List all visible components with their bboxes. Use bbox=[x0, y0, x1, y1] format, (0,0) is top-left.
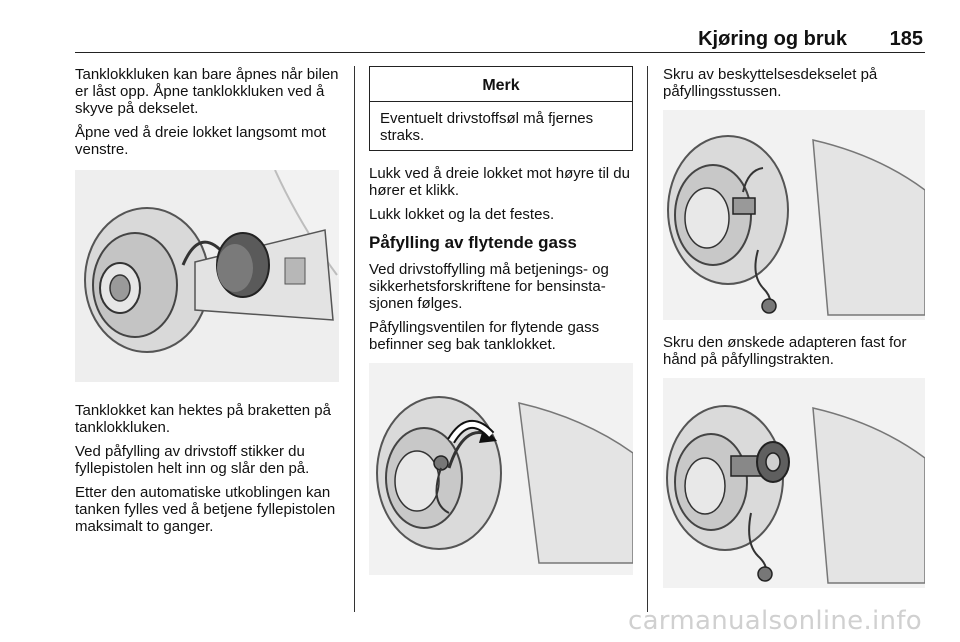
paragraph: Lukk lokket og la det festes. bbox=[369, 206, 555, 223]
section-heading: Påfylling av flytende gass bbox=[369, 233, 577, 252]
note-box bbox=[369, 66, 633, 151]
column-1 bbox=[75, 66, 341, 542]
lpg-valve-illustration bbox=[369, 363, 633, 575]
paragraph: Tanklokkluken kan bare åpnes når bilen er låst opp. Åpne tanklokkluken ved å skyve på dekselet. bbox=[75, 66, 339, 117]
paragraph: Skru den ønskede adapteren fast for hånd på påfyllingstrakten. bbox=[663, 334, 907, 368]
paragraph: Lukk ved å dreie lokket mot høyre til du hører et klikk. bbox=[369, 165, 630, 199]
paragraph: Påfyllingsventilen for flytende gass befinner seg bak tanklokket. bbox=[369, 319, 600, 353]
paragraph: Skru av beskyttelsesdekselet på påfyllingsstussen. bbox=[663, 66, 878, 100]
paragraph: Etter den automatiske utkoblingen kan tanken fylles ved å betjene fyllepistolen maksimalt to ganger. bbox=[75, 484, 336, 535]
column-2 bbox=[369, 66, 633, 575]
chapter-title: Kjøring og bruk bbox=[698, 28, 847, 50]
attach-adapter-illustration bbox=[663, 378, 925, 588]
paragraph: Ved drivstoffylling må betjenings- og sikkerhetsforskriftene for bensinstasjonen følges. bbox=[369, 261, 609, 312]
remove-protective-cap-illustration bbox=[663, 110, 925, 320]
fuel-cap-open-illustration bbox=[75, 170, 339, 382]
column-divider-2 bbox=[647, 66, 648, 612]
column-divider-1 bbox=[354, 66, 355, 612]
page-header bbox=[75, 28, 925, 53]
column-3 bbox=[663, 66, 927, 588]
note-title: Merk bbox=[370, 67, 632, 102]
page-number: 185 bbox=[889, 28, 923, 50]
watermark: carmanualsonline.info bbox=[627, 606, 922, 636]
paragraph: Tanklokket kan hektes på braketten på tanklokkluken. bbox=[75, 402, 331, 436]
paragraph: Ved påfylling av drivstoff stikker du fyllepistolen helt inn og slår den på. bbox=[75, 443, 310, 477]
note-body: Eventuelt drivstoffsøl må fjernes straks. bbox=[380, 110, 594, 144]
paragraph: Åpne ved å dreie lokket langsomt mot venstre. bbox=[75, 124, 326, 158]
